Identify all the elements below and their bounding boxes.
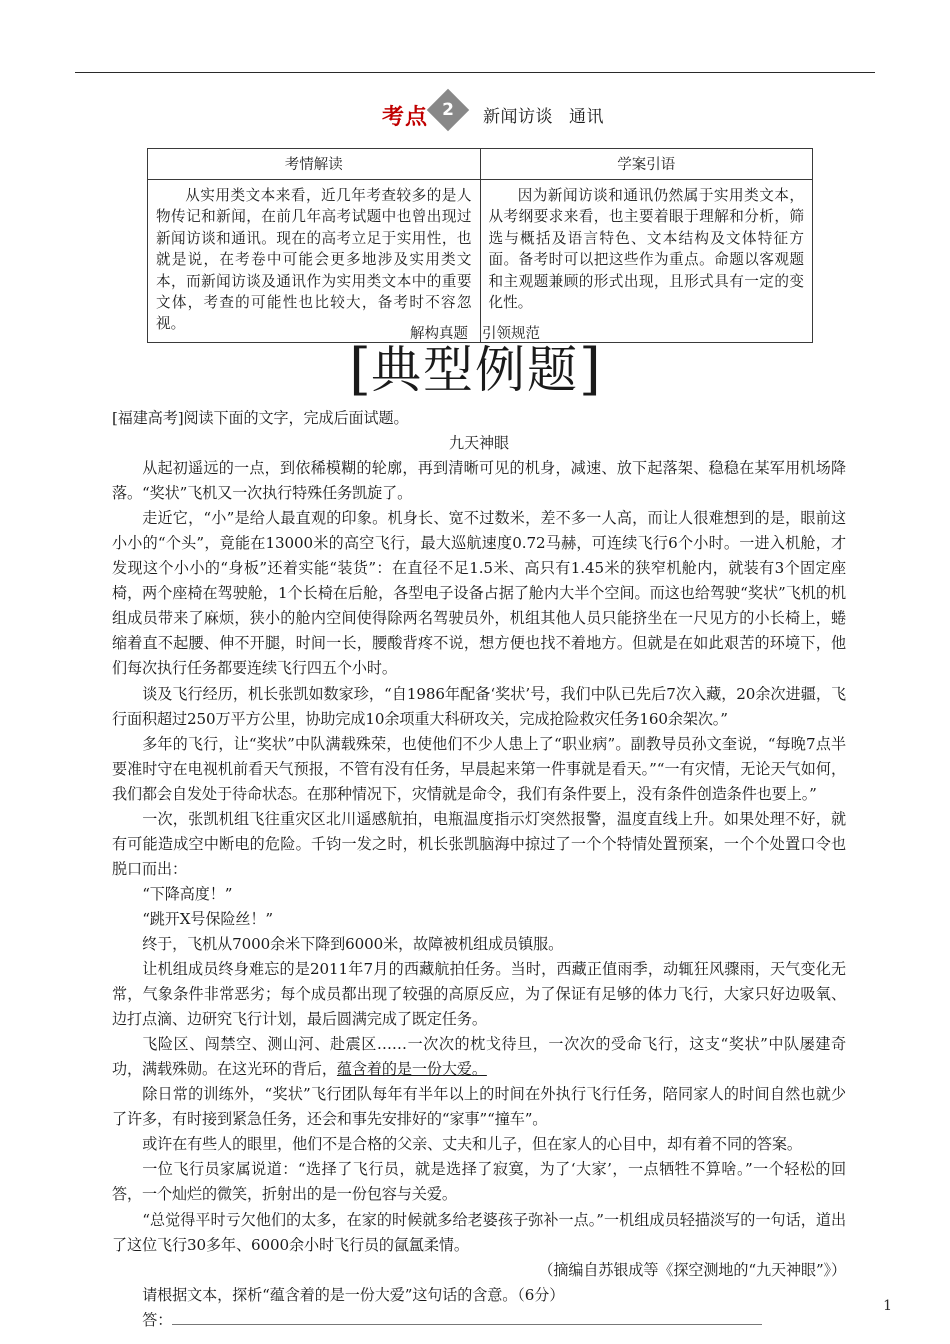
- exam-point-header: [75, 92, 875, 140]
- exam-point-title-part-a: 新闻访谈: [483, 107, 553, 127]
- article-paragraph: 多年的飞行，让“奖状”中队满载殊荣，也使他们不少人患上了“职业病”。副教导员孙文奎说，“每晚7点半要准时守在电视机前看天气预报，不管有没有任务，早晨起来第一件事就是看天。”“一有灾情，无论天气如何，我们都会自发处于待命状态。在那种情况下，灾情就是命令，我们有条件要上，没有条件创造条件也要上。”: [112, 734, 846, 803]
- exam-point-label: 考点: [382, 105, 429, 130]
- article-paragraph: 从起初遥远的一点，到依稀模糊的轮廓，再到清晰可见的机身，减速、放下起落架、稳稳在某军用机场降落。“奖状”飞机又一次执行特殊任务凯旋了。: [112, 459, 846, 503]
- section-subtitle-part-b: 引领规范: [482, 326, 540, 342]
- article-title: 九天神眼: [449, 434, 509, 453]
- table-header-cell-left: 考情解读: [148, 149, 481, 180]
- source-prompt: [福建高考]阅读下面的文字，完成后面试题。: [112, 409, 409, 427]
- article-attribution: （摘编自苏银成等《探空测地的“九天神眼”》）: [538, 1260, 846, 1279]
- banner-title-text: 典型例题: [371, 341, 579, 399]
- article-paragraph: 一位飞行员家属说道：“选择了飞行员，就是选择了寂寞，为了‘大家’，一点牺牲不算啥。”一个轻松的回答，一个灿烂的微笑，折射出的是一份包容与关爱。: [112, 1160, 846, 1204]
- table-cell-exam-analysis: 从实用类文本来看，近几年考查较多的是人物传记和新闻，在前几年高考试题中也曾出现过新闻访谈和通讯。现在的高考立足于实用性，也就是说，在考卷中可能会更多地涉及实用类文本，而新闻访谈及通讯作为实用类文本中的重要文体，考查的可能性也比较大，备考时不容忽视。: [156, 187, 472, 333]
- article-paragraph: 一次，张凯机组飞往重灾区北川遥感航拍，电瓶温度指示灯突然报警，温度直线上升。如果处理不好，就有可能造成空中断电的危险。千钧一发之时，机长张凯脑海中掠过了一个个特情处置预案，一个个处置口令也脱口而出：: [112, 809, 846, 878]
- section-banner-title: [0, 337, 950, 404]
- underlined-key-phrase: 蕴含着的是一份大爱。: [336, 1060, 487, 1079]
- article-paragraph: 走近它，“小”是给人最直观的印象。机身长、宽不过数米，差不多一人高，而让人很难想到的是，眼前这小小的“个头”，竟能在13000米的高空飞行，最大巡航速度0.72马赫，可连续飞行6个小时。一进入机舱，才发现这个小小的“身板”还着实能“装货”：在直径不足1.5米、高只有1.45米的狭窄机舱内，就装有3个固定座椅，两个座椅在驾驶舱，1个长椅在后舱，各型电子设备占据了舱内大半个空间。而这也给驾驶“奖状”飞机的机组成员带来了麻烦，狭小的舱内空间使得除两名驾驶员外，机组其他人员只能挤坐在一尺见方的小长椅上，蜷缩着直不起腰、伸不开腿，时间一长，腰酸背疼不说，想方便也找不着地方。但就是在如此艰苦的环境下，他们每次执行任务都要连续飞行四五个小时。: [112, 509, 846, 678]
- article-body: [112, 406, 846, 1333]
- exam-point-number: 2: [442, 100, 454, 120]
- answer-label: 答：: [142, 1310, 173, 1329]
- exam-point-title-part-b: 通讯: [569, 107, 604, 127]
- question-prompt: 请根据文本，探析“蕴含着的是一份大爱”这句话的含意。（6分）: [142, 1285, 565, 1304]
- article-paragraph: 让机组成员终身难忘的是2011年7月的西藏航拍任务。当时，西藏正值雨季，动辄狂风骤雨，天气变化无常，气象条件非常恶劣；每个成员都出现了较强的高原反应，为了保证有足够的体力飞行，大家只好边吸氧、边打点滴、边研究飞行计划，最后圆满完成了既定任务。: [112, 960, 846, 1029]
- article-paragraph: 除日常的训练外，“奖状”飞行团队每年有半年以上的时间在外执行飞行任务，陪同家人的时间自然也就少了许多，有时接到紧急任务，还会和事先安排好的“家事”“撞车”。: [112, 1085, 846, 1129]
- article-paragraph: 谈及飞行经历，机长张凯如数家珍，“自1986年配备‘奖状’号，我们中队已先后7次入藏，20余次进疆，飞行面积超过250万平方公里，协助完成10余项重大科研攻关，完成抢险救灾任务160余架次。”: [112, 684, 846, 728]
- article-paragraph: “总觉得平时亏欠他们的太多，在家的时候就多给老婆孩子弥补一点。”一机组成员轻描淡写的一句话，道出了这位飞行30多年、6000余小时飞行员的氤氲柔情。: [112, 1210, 846, 1254]
- bracket-left: [: [349, 337, 371, 402]
- table-header-row: [148, 149, 813, 180]
- table-cell-lesson-intro: 因为新闻访谈和通讯仍然属于实用类文本，从考纲要求来看，也主要着眼于理解和分析，筛选与概括及语言特色、文本结构及文体特征方面。备考时可以把这些作为重点。命题以客观题和主观题兼顾的形式出现，且形式具有一定的变化性。: [488, 187, 804, 312]
- article-paragraph: 终于，飞机从7000余米下降到6000米，故障被机组成员镇服。: [142, 934, 564, 953]
- table-header-cell-right: 学案引语: [480, 149, 813, 180]
- article-paragraph: 或许在有些人的眼里，他们不是合格的父亲、丈夫和儿子，但在家人的心目中，却有着不同的答案。: [142, 1135, 802, 1154]
- info-table: [147, 148, 813, 343]
- article-paragraph: “下降高度！”: [142, 884, 233, 903]
- bracket-right: ]: [579, 337, 601, 402]
- article-paragraph-with-underline: [112, 1032, 846, 1082]
- answer-row: [112, 1308, 846, 1333]
- exam-point-title: [483, 102, 604, 127]
- section-subtitle-part-a: 解构真题: [410, 326, 468, 342]
- table-body-row: [148, 180, 813, 343]
- page-number: 1: [883, 1298, 892, 1314]
- article-paragraph: “跳开X号保险丝！”: [142, 909, 274, 928]
- answer-blank-line[interactable]: [172, 1311, 762, 1325]
- top-horizontal-rule: [75, 72, 875, 73]
- article-paragraph-text: 飞险区、闯禁空、测山河、赴震区……一次次的枕戈待旦，一次次的受命飞行，这支“奖状”中队屡建奇功，满载殊勋。在这光环的背后，: [112, 1035, 846, 1079]
